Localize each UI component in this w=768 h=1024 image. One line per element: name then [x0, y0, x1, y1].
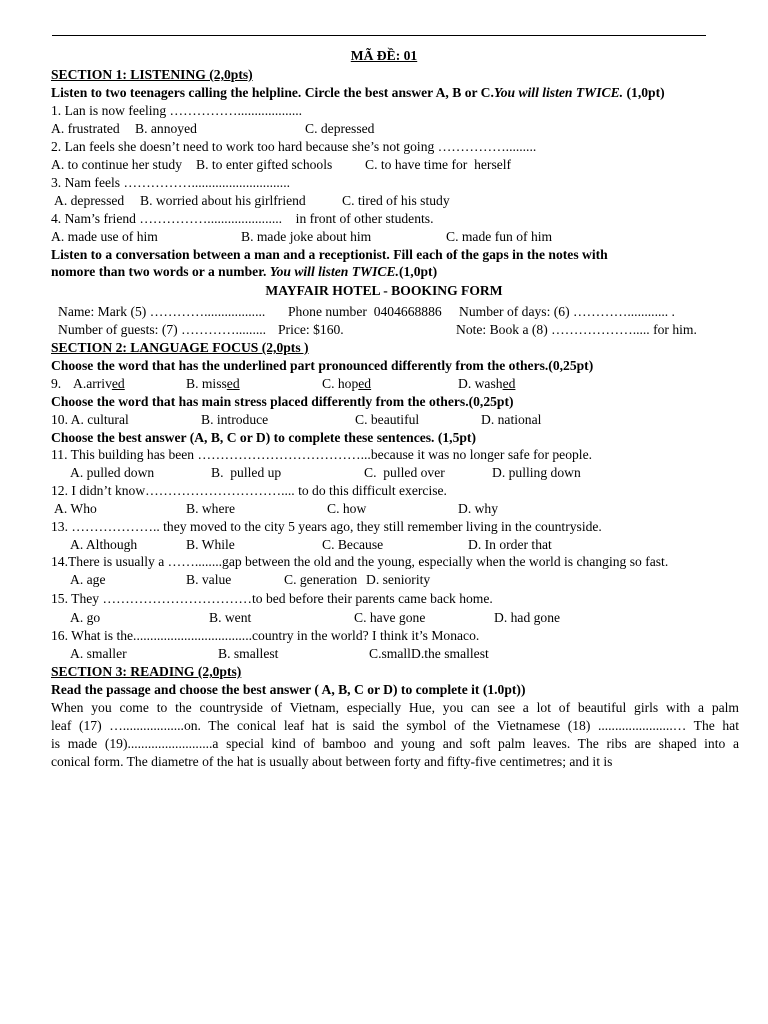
q3-option-c: C. tired of his study [342, 193, 450, 208]
q15-option-b: B. went [209, 610, 252, 625]
section-1-title: SECTION 1: LISTENING (2,0pts) [51, 67, 253, 82]
form-name-field: Name: Mark (5) ………….................. [58, 304, 266, 319]
option-text: A.arriv [73, 376, 112, 391]
section-1-instruction-2-cont [51, 263, 437, 281]
q15-option-a: A. go [70, 610, 101, 625]
option-text: D. wash [458, 376, 503, 391]
q4-option-b: B. made joke about him [241, 229, 372, 244]
instruction-text: nomore than two words or a number. [51, 264, 270, 279]
option-text: B. miss [186, 376, 227, 391]
q11-option-c: C. pulled over [364, 465, 445, 480]
q14-option-c: C. generation [284, 572, 358, 587]
question-1: 1. Lan is now feeling ……………................... [51, 103, 303, 118]
q10-option-a: 10. A. cultural [51, 412, 129, 427]
passage-line-1: When you come to the countryside of Vietnam, especially Hue, you can see a lot of beautiful girls with a palm [51, 700, 739, 715]
q15-option-d: D. had gone [494, 610, 561, 625]
underlined-part: ed [111, 376, 125, 391]
q12-option-c: C. how [327, 501, 367, 516]
q3-option-a: A. depressed [54, 193, 125, 208]
reading-instruction: Read the passage and choose the best answer ( A, B, C or D) to complete it (1.0pt)) [51, 682, 526, 697]
section-2-title: SECTION 2: LANGUAGE FOCUS (2,0pts ) [51, 340, 309, 355]
instruction-emphasis: You will listen TWICE. [493, 85, 624, 100]
q4-option-a: A. made use of him [51, 229, 158, 244]
question-13: 13. ……………….. they moved to the city 5 years ago, they still remember living in the countryside. [51, 519, 602, 534]
q9-number: 9. [51, 376, 62, 391]
form-guests-field: Number of guests: (7) …………......... [58, 322, 267, 337]
q12-option-b: B. where [186, 501, 236, 516]
q2-option-b: B. to enter gifted schools [196, 157, 333, 172]
q1-option-a: A. frustrated [51, 121, 120, 136]
question-2: 2. Lan feels she doesn’t need to work too hard because she’s not going ……………......... [51, 139, 537, 154]
q2-option-a: A. to continue her study [51, 157, 183, 172]
q13-option-c: C. Because [322, 537, 384, 552]
q11-option-a: A. pulled down [70, 465, 155, 480]
passage-line-2: leaf (17) …..................on. The conical leaf hat is said the symbol of the Vietnamese (18) ......................… The hat [51, 718, 739, 733]
form-note-field: Note: Book a (8) ………………..... for him. [456, 322, 697, 337]
form-phone-field: Phone number 0404668886 [288, 304, 442, 319]
q14-option-b: B. value [186, 572, 232, 587]
stress-instruction: Choose the word that has main stress placed differently from the others.(0,25pt) [51, 394, 514, 409]
question-16: 16. What is the...................................country in the world? I think it’s Monaco. [51, 628, 480, 643]
q16-option-a: A. smaller [70, 646, 127, 661]
q14-option-a: A. age [70, 572, 106, 587]
best-answer-instruction: Choose the best answer (A, B, C or D) to complete these sentences. (1,5pt) [51, 430, 476, 445]
question-12: 12. I didn’t know………………………….... to do this difficult exercise. [51, 483, 447, 498]
exam-code: MÃ ĐỀ: 01 [350, 48, 418, 63]
q14-option-d: D. seniority [366, 572, 431, 587]
question-3: 3. Nam feels ……………............................. [51, 175, 290, 190]
underlined-part: ed [226, 376, 240, 391]
form-price-field: Price: $160. [278, 322, 344, 337]
question-11: 11. This building has been ………………………………...because it was no longer safe for people. [51, 447, 593, 462]
instruction-points: (1,0pt) [623, 85, 665, 100]
q16-option-b: B. smallest [218, 646, 279, 661]
q16-option-c: C.small [369, 646, 411, 661]
q12-option-a: A. Who [54, 501, 97, 516]
q9-option-b [186, 375, 240, 393]
q1-option-b: B. annoyed [135, 121, 197, 136]
instruction-text: Listen to two teenagers calling the helpline. Circle the best answer A, B or C. [51, 85, 494, 100]
q9-option-d [458, 375, 515, 393]
underlined-part: ed [502, 376, 516, 391]
booking-form-title: MAYFAIR HOTEL - BOOKING FORM [265, 283, 503, 298]
form-days-field: Number of days: (6) …………............ . [459, 304, 675, 319]
underlined-part: ed [358, 376, 372, 391]
q9-option-a [73, 375, 125, 393]
section-1-instruction-2: Listen to a conversation between a man and a receptionist. Fill each of the gaps in the notes with [51, 247, 608, 262]
question-14: 14.There is usually a ……........gap between the old and the young, especially when the world is changing so fast. [51, 554, 669, 569]
section-1-instruction [51, 84, 665, 102]
q13-option-a: A. Although [70, 537, 138, 552]
question-15: 15. They ……………………………to bed before their parents came back home. [51, 591, 493, 606]
q10-option-d: D. national [481, 412, 542, 427]
q10-option-b: B. introduce [201, 412, 269, 427]
instruction-emphasis: You will listen TWICE. [269, 264, 399, 279]
q1-option-c: C. depressed [305, 121, 375, 136]
q13-option-b: B. While [186, 537, 235, 552]
q16-option-d: D.the smallest [411, 646, 489, 661]
passage-line-3: is made (19).........................a special kind of bamboo and young and soft palm leaves. The ribs are shaped into a [51, 736, 739, 751]
q15-option-c: C. have gone [354, 610, 426, 625]
instruction-points: (1,0pt) [398, 264, 438, 279]
question-4: 4. Nam’s friend ……………...................... in front of other students. [51, 211, 434, 226]
section-3-title: SECTION 3: READING (2,0pts) [51, 664, 242, 679]
q11-option-b: B. pulled up [211, 465, 282, 480]
q12-option-d: D. why [458, 501, 499, 516]
q4-option-c: C. made fun of him [446, 229, 553, 244]
passage-line-4: conical form. The diametre of the hat is usually about between forty and fifty-five centimetres; and it is [51, 754, 613, 769]
q2-option-c: C. to have time for herself [365, 157, 512, 172]
option-text: C. hop [322, 376, 359, 391]
q9-option-c [322, 375, 371, 393]
q13-option-d: D. In order that [468, 537, 552, 552]
q10-option-c: C. beautiful [355, 412, 420, 427]
q3-option-b: B. worried about his girlfriend [140, 193, 306, 208]
q11-option-d: D. pulling down [492, 465, 581, 480]
pronunciation-instruction: Choose the word that has the underlined part pronounced differently from the others.(0,25pt) [51, 358, 594, 373]
top-rule [52, 35, 706, 36]
